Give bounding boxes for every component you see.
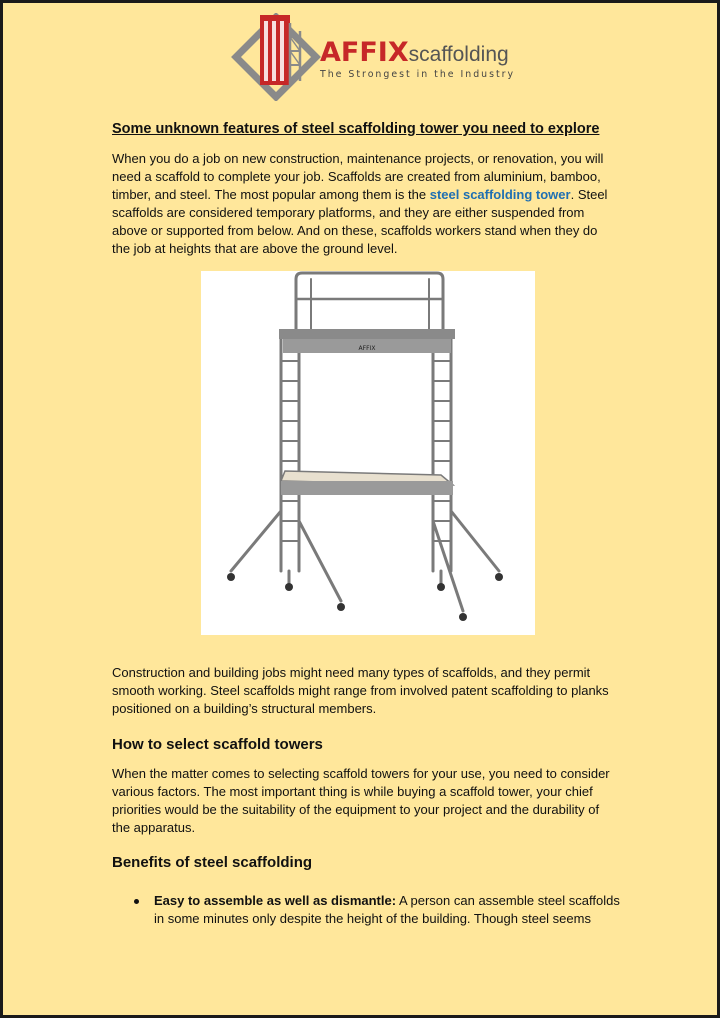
steel-scaffolding-tower-link[interactable]: steel scaffolding tower (429, 187, 571, 202)
logo-scaffolding-text: scaffolding (408, 43, 509, 66)
select-heading: How to select scaffold towers (112, 736, 323, 753)
bullet-icon (134, 899, 139, 904)
logo-wordmark (320, 39, 515, 80)
types-paragraph: Construction and building jobs might need many types of scaffolds, and they permit smooth working. Steel scaffolds might range from involved patent scaffolding to planks positioned on a building’s structural members. (112, 665, 609, 716)
benefits-heading: Benefits of steel scaffolding (112, 854, 313, 871)
logo-emblem-icon (228, 13, 324, 101)
intro-paragraph (112, 150, 617, 258)
article-title: Some unknown features of steel scaffolding tower you need to explore (112, 121, 600, 137)
types-section (112, 664, 617, 718)
photo-brand-label: AFFIX (358, 345, 376, 352)
intro-text-part2: . Steel scaffolds are considered temporary platforms, and they are either suspended from above or supported from below. And on these, scaffolds workers stand when they do the job at heights that are above the ground level. (112, 187, 608, 256)
bullet-lead: Easy to assemble as well as dismantle: (154, 893, 397, 908)
scaffold-tower-illustration (201, 271, 535, 635)
list-item (112, 892, 622, 928)
select-paragraph: When the matter comes to selecting scaffold towers for your use, you need to consider various factors. The most important thing is while buying a scaffold tower, your chief priorities would be the suitability of the equipment to your project and the durability of the apparatus. (112, 766, 610, 835)
select-section (112, 765, 617, 837)
bullet-text: A person can assemble steel scaffolds in some minutes only despite the height of the building. Though steel seems (154, 893, 620, 926)
logo-affix-text: AFFIX (320, 37, 409, 68)
bullet-paragraph (154, 892, 622, 928)
scaffold-tower-photo (201, 271, 535, 635)
company-logo (228, 13, 516, 101)
intro-section (112, 150, 617, 258)
logo-tagline: The Strongest in the Industry (320, 69, 516, 80)
intro-text-part1: When you do a job on new construction, maintenance projects, or renovation, you will need a scaffold to complete your job. Scaffolds are created from aluminium, bamboo, timber, and steel. The most popular among them is the (112, 151, 604, 202)
benefits-list (112, 892, 622, 928)
